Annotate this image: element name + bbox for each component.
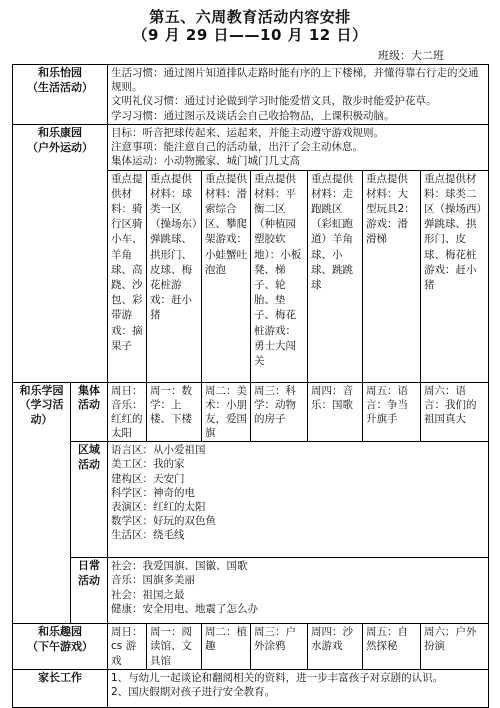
group-day-sun: 周日：音乐：红红的太阳 — [108, 382, 147, 442]
life-line: 生活习惯：通过图片知道排队走路时能有序的上下楼梯，并懂得靠右行走的交通规则。 — [111, 67, 479, 94]
games-section-header — [13, 624, 108, 670]
group-day-wed: 周三：科学：动物的房子 — [251, 382, 308, 442]
class-label: 班级：大二班 — [378, 49, 444, 62]
daily-activity-content — [108, 558, 489, 624]
game-day-sun: 周日：cs 游戏 — [108, 624, 147, 670]
games-row — [13, 624, 489, 670]
outdoor-line: 目标：听音把球传起来、运起来，并能主动遵守游戏规则。 — [111, 127, 384, 139]
page-title: 第五、六周教育活动内容安排 — [149, 8, 351, 26]
area-line: 科学区：神奇的电 — [111, 486, 195, 499]
life-line: 学习习惯：通过图示及谈话会自己收拾物品，上课积极动脑。 — [111, 109, 395, 122]
outdoor-area-2: 重点提供材料：球类一区（操场东）弹跳球、拱形门、皮球、梅花桩游戏：赶小猪 — [147, 170, 202, 382]
area-line: 建构区：天安门 — [111, 472, 185, 485]
area-line: 数学区：好玩的双色鱼 — [111, 515, 216, 528]
outdoor-section-title: 和乐康园 — [38, 126, 82, 139]
daily-line: 音乐：国旗多美丽 — [111, 574, 195, 587]
area-line: 美工区：我的家 — [111, 458, 185, 471]
family-line: 1、与幼儿一起谈论和翻阅相关的资料，进一步丰富孩子对京剧的认识。 — [111, 671, 444, 684]
outdoor-area-7: 重点提供材料：球类二区（操场西）弹跳球、拱形门、皮球、梅花桩游戏：赶小猪 — [421, 170, 489, 382]
daily-line: 社会：我爱国旗、国徽、国歌 — [111, 560, 248, 573]
outdoor-area-1: 重点提供材料：骑行区骑小车、羊角球、高跷、沙包、彩带游戏：摘果子 — [108, 170, 147, 382]
group-activity-label: 集体活动 — [71, 382, 108, 442]
outdoor-area-6: 重点提供材料：大型玩具2：游戏：滑滑梯 — [363, 170, 421, 382]
games-section-title: 和乐趣园 — [38, 625, 82, 639]
family-row — [13, 669, 489, 707]
area-line: 语言区：从小爱祖国 — [111, 444, 206, 457]
group-day-sat: 周六：语言：我们的祖国真大 — [421, 382, 489, 442]
life-section-title: 和乐怡园 — [38, 66, 82, 79]
outdoor-area-5: 重点提供材料：走跑跳区（彩虹跑道）羊角球、小球、跳跳球 — [308, 170, 363, 382]
life-content — [108, 65, 489, 125]
game-day-thu: 周四：沙水游戏 — [308, 624, 363, 670]
area-line: 生活区：绕毛线 — [111, 529, 185, 542]
schedule-table — [12, 64, 489, 708]
area-activity-label: 区域活动 — [71, 442, 108, 558]
game-day-fri: 周五：自然探秘 — [363, 624, 421, 670]
outdoor-section-subtitle: （户外运动） — [27, 140, 93, 154]
outdoor-goals-row — [13, 125, 489, 171]
daily-activity-label: 日常活动 — [71, 558, 108, 624]
outdoor-goals — [108, 125, 489, 171]
game-day-wed: 周三：户外涂鸦 — [251, 624, 308, 670]
life-row — [13, 65, 489, 125]
group-day-mon: 周一：数学：上楼、下楼 — [147, 382, 202, 442]
game-day-sat: 周六：户外扮演 — [421, 624, 489, 670]
outdoor-area-4: 重点提供材料：平衡二区（种植园塑胶软地）：小板凳、梯子、轮胎、垫子、梅花桩游戏：勇士大闯关 — [251, 170, 308, 382]
learning-group-row — [13, 382, 489, 442]
outdoor-area-3: 重点提供材料：滑索综合区、攀爬架游戏：小蛙蟹吐泡泡 — [202, 170, 251, 382]
game-day-mon: 周一：阅读馆、文具馆 — [147, 624, 202, 670]
daily-line: 社会：祖国之最 — [111, 588, 185, 601]
group-day-thu: 周四：音乐：国歌 — [308, 382, 363, 442]
area-line: 表演区：红红的太阳 — [111, 500, 206, 513]
outdoor-line: 注意事项：能注意自己的活动量，出汗了会主动休息。 — [111, 141, 363, 154]
life-section-subtitle: （生活活动） — [27, 80, 93, 94]
group-day-tue: 周二：美术：小朋友，爱国旗 — [202, 382, 251, 442]
date-range: （9 月 29 日——10 月 12 日） — [132, 26, 368, 44]
family-line: 2、国庆假期对孩子进行安全教育。 — [111, 685, 276, 698]
family-section-header: 家长工作 — [13, 669, 108, 707]
learning-area-row — [13, 442, 489, 558]
learning-daily-row — [13, 558, 489, 624]
family-content — [108, 669, 489, 707]
game-day-tue: 周二：植趣 — [202, 624, 251, 670]
area-activity-content — [108, 442, 489, 558]
life-line: 文明礼仪习惯：通过讨论做到学习时能爱惜文具，散步时能爱护花草。 — [111, 95, 437, 108]
life-section-header — [13, 65, 108, 125]
daily-line: 健康：安全用电、地震了怎么办 — [111, 602, 258, 615]
learning-section-header — [13, 382, 71, 624]
outdoor-line: 集体运动：小动物搬家、城门城门几丈高 — [111, 155, 300, 168]
group-day-fri: 周五：语言：争当升旗手 — [363, 382, 421, 442]
learning-section-title: 和乐学园 — [19, 383, 64, 397]
games-section-subtitle: （下午游戏） — [27, 640, 93, 654]
learning-section-subtitle: （学习活动） — [19, 398, 64, 427]
outdoor-section-header — [13, 125, 108, 383]
